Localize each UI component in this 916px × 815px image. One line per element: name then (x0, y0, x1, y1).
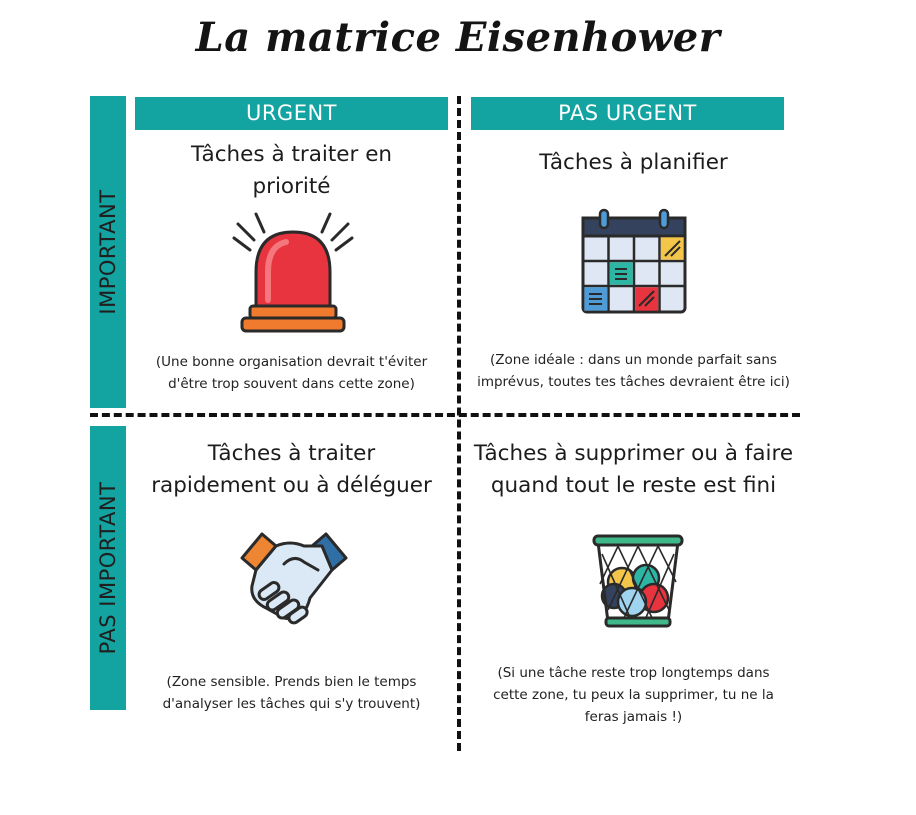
quadrant-urgent-important (135, 139, 448, 203)
quadrant-title-line: quand tout le reste est fini (490, 473, 777, 498)
handshake-icon (238, 530, 350, 630)
horizontal-divider (90, 413, 800, 417)
quadrant-note-line: (Zone idéale : dans un monde parfait sans (490, 352, 777, 368)
alarm-siren-icon (228, 210, 358, 340)
quadrant-title-line: rapidement ou à déléguer (151, 473, 432, 498)
quadrant-title-line: Tâches à traiter (207, 441, 376, 466)
quadrant-note-line: feras jamais !) (584, 709, 683, 725)
quadrant-note-line: d'analyser les tâches qui s'y trouvent) (162, 696, 421, 712)
vertical-divider (457, 96, 461, 751)
quadrant-title (466, 438, 801, 502)
quadrant-note (135, 351, 448, 395)
column-header-urgent: URGENT (135, 97, 448, 130)
calendar-icon (580, 208, 688, 316)
quadrant-not-urgent-not-important (466, 438, 801, 502)
quadrant-note-line: cette zone, tu peux la supprimer, tu ne la (493, 687, 774, 703)
quadrant-title (471, 147, 796, 179)
column-header-not-urgent: PAS URGENT (471, 97, 784, 130)
row-header-important (90, 96, 126, 408)
row-header-not-important-label: PAS IMPORTANT (96, 481, 120, 655)
page-title: La matrice Eisenhower (195, 14, 721, 61)
quadrant-title-line: Tâches à supprimer ou à faire (473, 441, 794, 466)
row-header-not-important (90, 426, 126, 710)
quadrant-title (135, 438, 448, 502)
quadrant-note (135, 671, 448, 715)
quadrant-note-line: imprévus, toutes tes tâches devraient être ici) (477, 374, 790, 390)
quadrant-note-line: (Si une tâche reste trop longtemps dans (497, 665, 770, 681)
quadrant-note-line: (Une bonne organisation devrait t'éviter (155, 354, 428, 370)
row-header-important-label: IMPORTANT (96, 189, 120, 315)
quadrant-note (471, 662, 796, 728)
quadrant-title-line: Tâches à planifier (539, 150, 728, 175)
quadrant-note (471, 349, 796, 393)
quadrant-note-line: (Zone sensible. Prends bien le temps (166, 674, 417, 690)
quadrant-note-line: d'être trop souvent dans cette zone) (168, 376, 415, 392)
wastebasket-icon (592, 534, 684, 628)
quadrant-urgent-not-important (135, 438, 448, 502)
quadrant-title-line: Tâches à traiter en (190, 142, 393, 167)
quadrant-not-urgent-important (471, 147, 796, 179)
quadrant-title-line: priorité (252, 174, 331, 199)
quadrant-title (135, 139, 448, 203)
